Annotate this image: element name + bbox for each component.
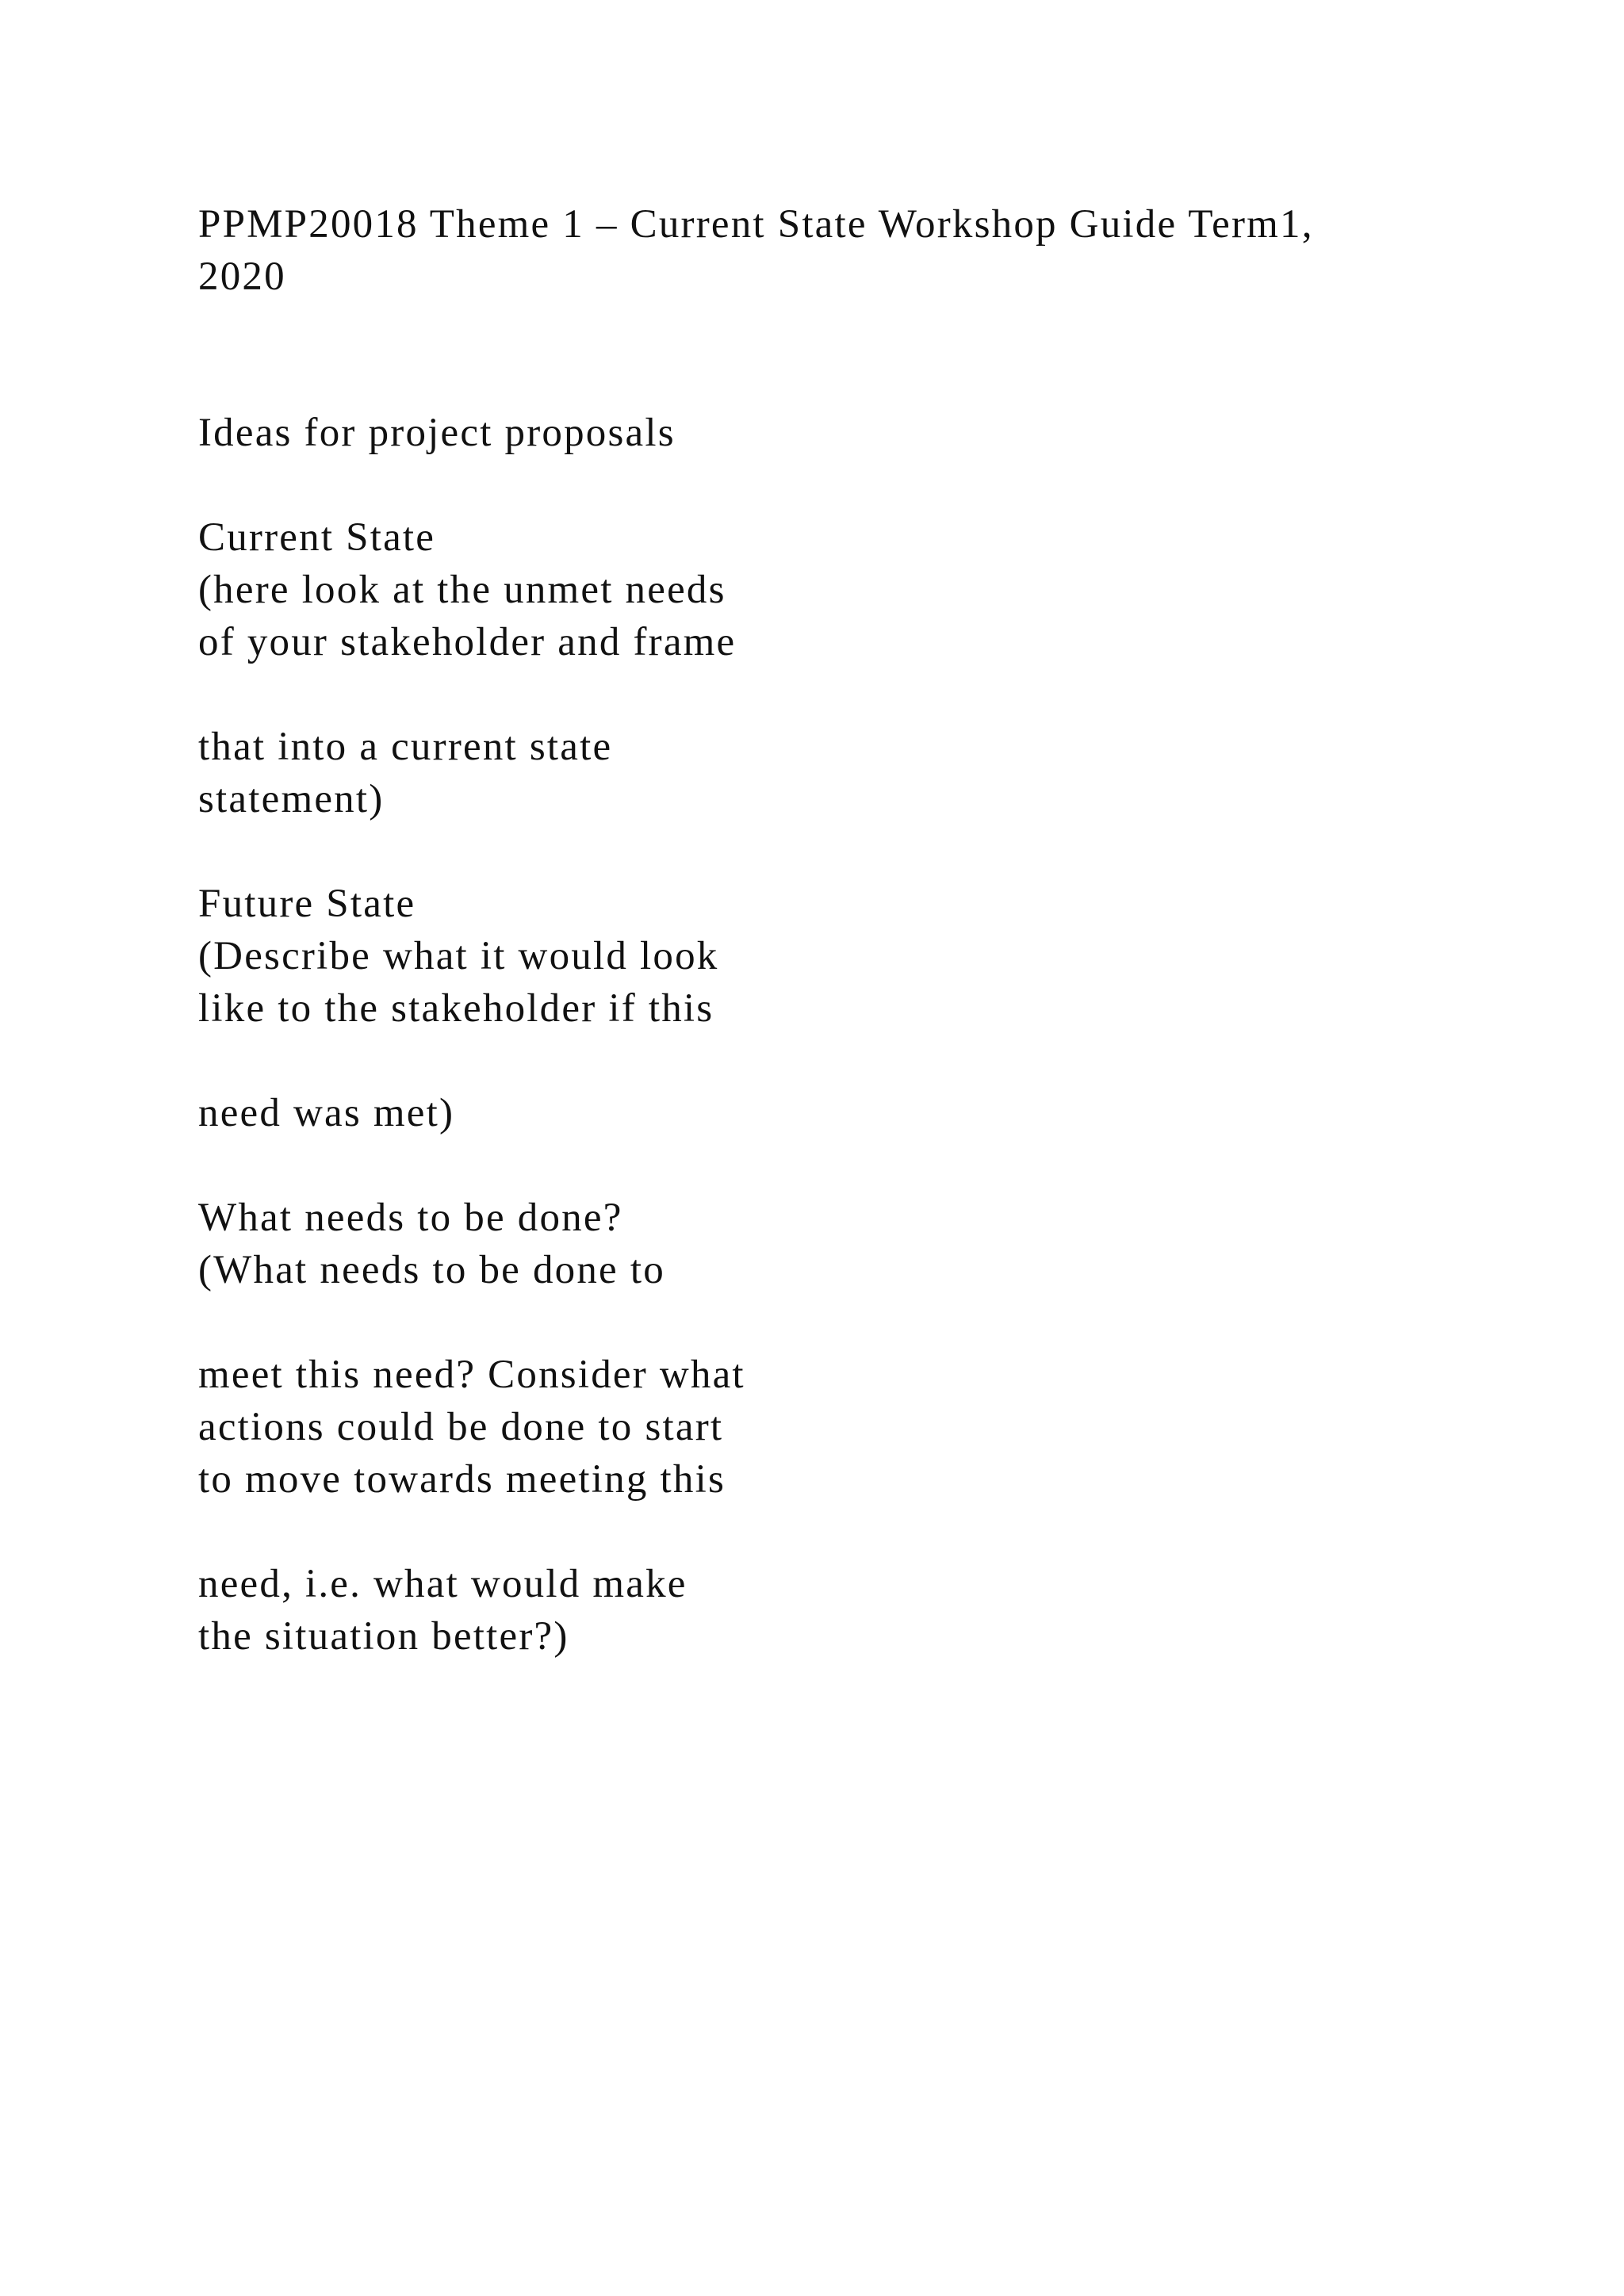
future-state-line: need was met) bbox=[198, 1091, 455, 1135]
intro-text: Ideas for project proposals bbox=[198, 411, 676, 455]
future-state-heading: Future State bbox=[198, 882, 416, 926]
what-needs-line: to move towards meeting this bbox=[198, 1457, 726, 1502]
what-needs-line: meet this need? Consider what bbox=[198, 1353, 745, 1397]
what-needs-line: the situation better?) bbox=[198, 1614, 569, 1659]
future-state-line: (Describe what it would look bbox=[198, 934, 719, 978]
current-state-heading: Current State bbox=[198, 515, 436, 560]
current-state-line: statement) bbox=[198, 777, 385, 821]
title-line-2: 2020 bbox=[198, 254, 286, 299]
what-needs-heading: What needs to be done? bbox=[198, 1196, 623, 1240]
what-needs-line: (What needs to be done to bbox=[198, 1248, 665, 1292]
what-needs-line: need, i.e. what would make bbox=[198, 1562, 688, 1606]
what-needs-line: actions could be done to start bbox=[198, 1405, 724, 1449]
title-line-1: PPMP20018 Theme 1 – Current State Workshop Guide Term1, bbox=[198, 202, 1314, 247]
current-state-line: that into a current state bbox=[198, 725, 613, 769]
current-state-line: (here look at the unmet needs bbox=[198, 568, 726, 612]
future-state-line: like to the stakeholder if this bbox=[198, 986, 714, 1031]
current-state-line: of your stakeholder and frame bbox=[198, 620, 737, 664]
